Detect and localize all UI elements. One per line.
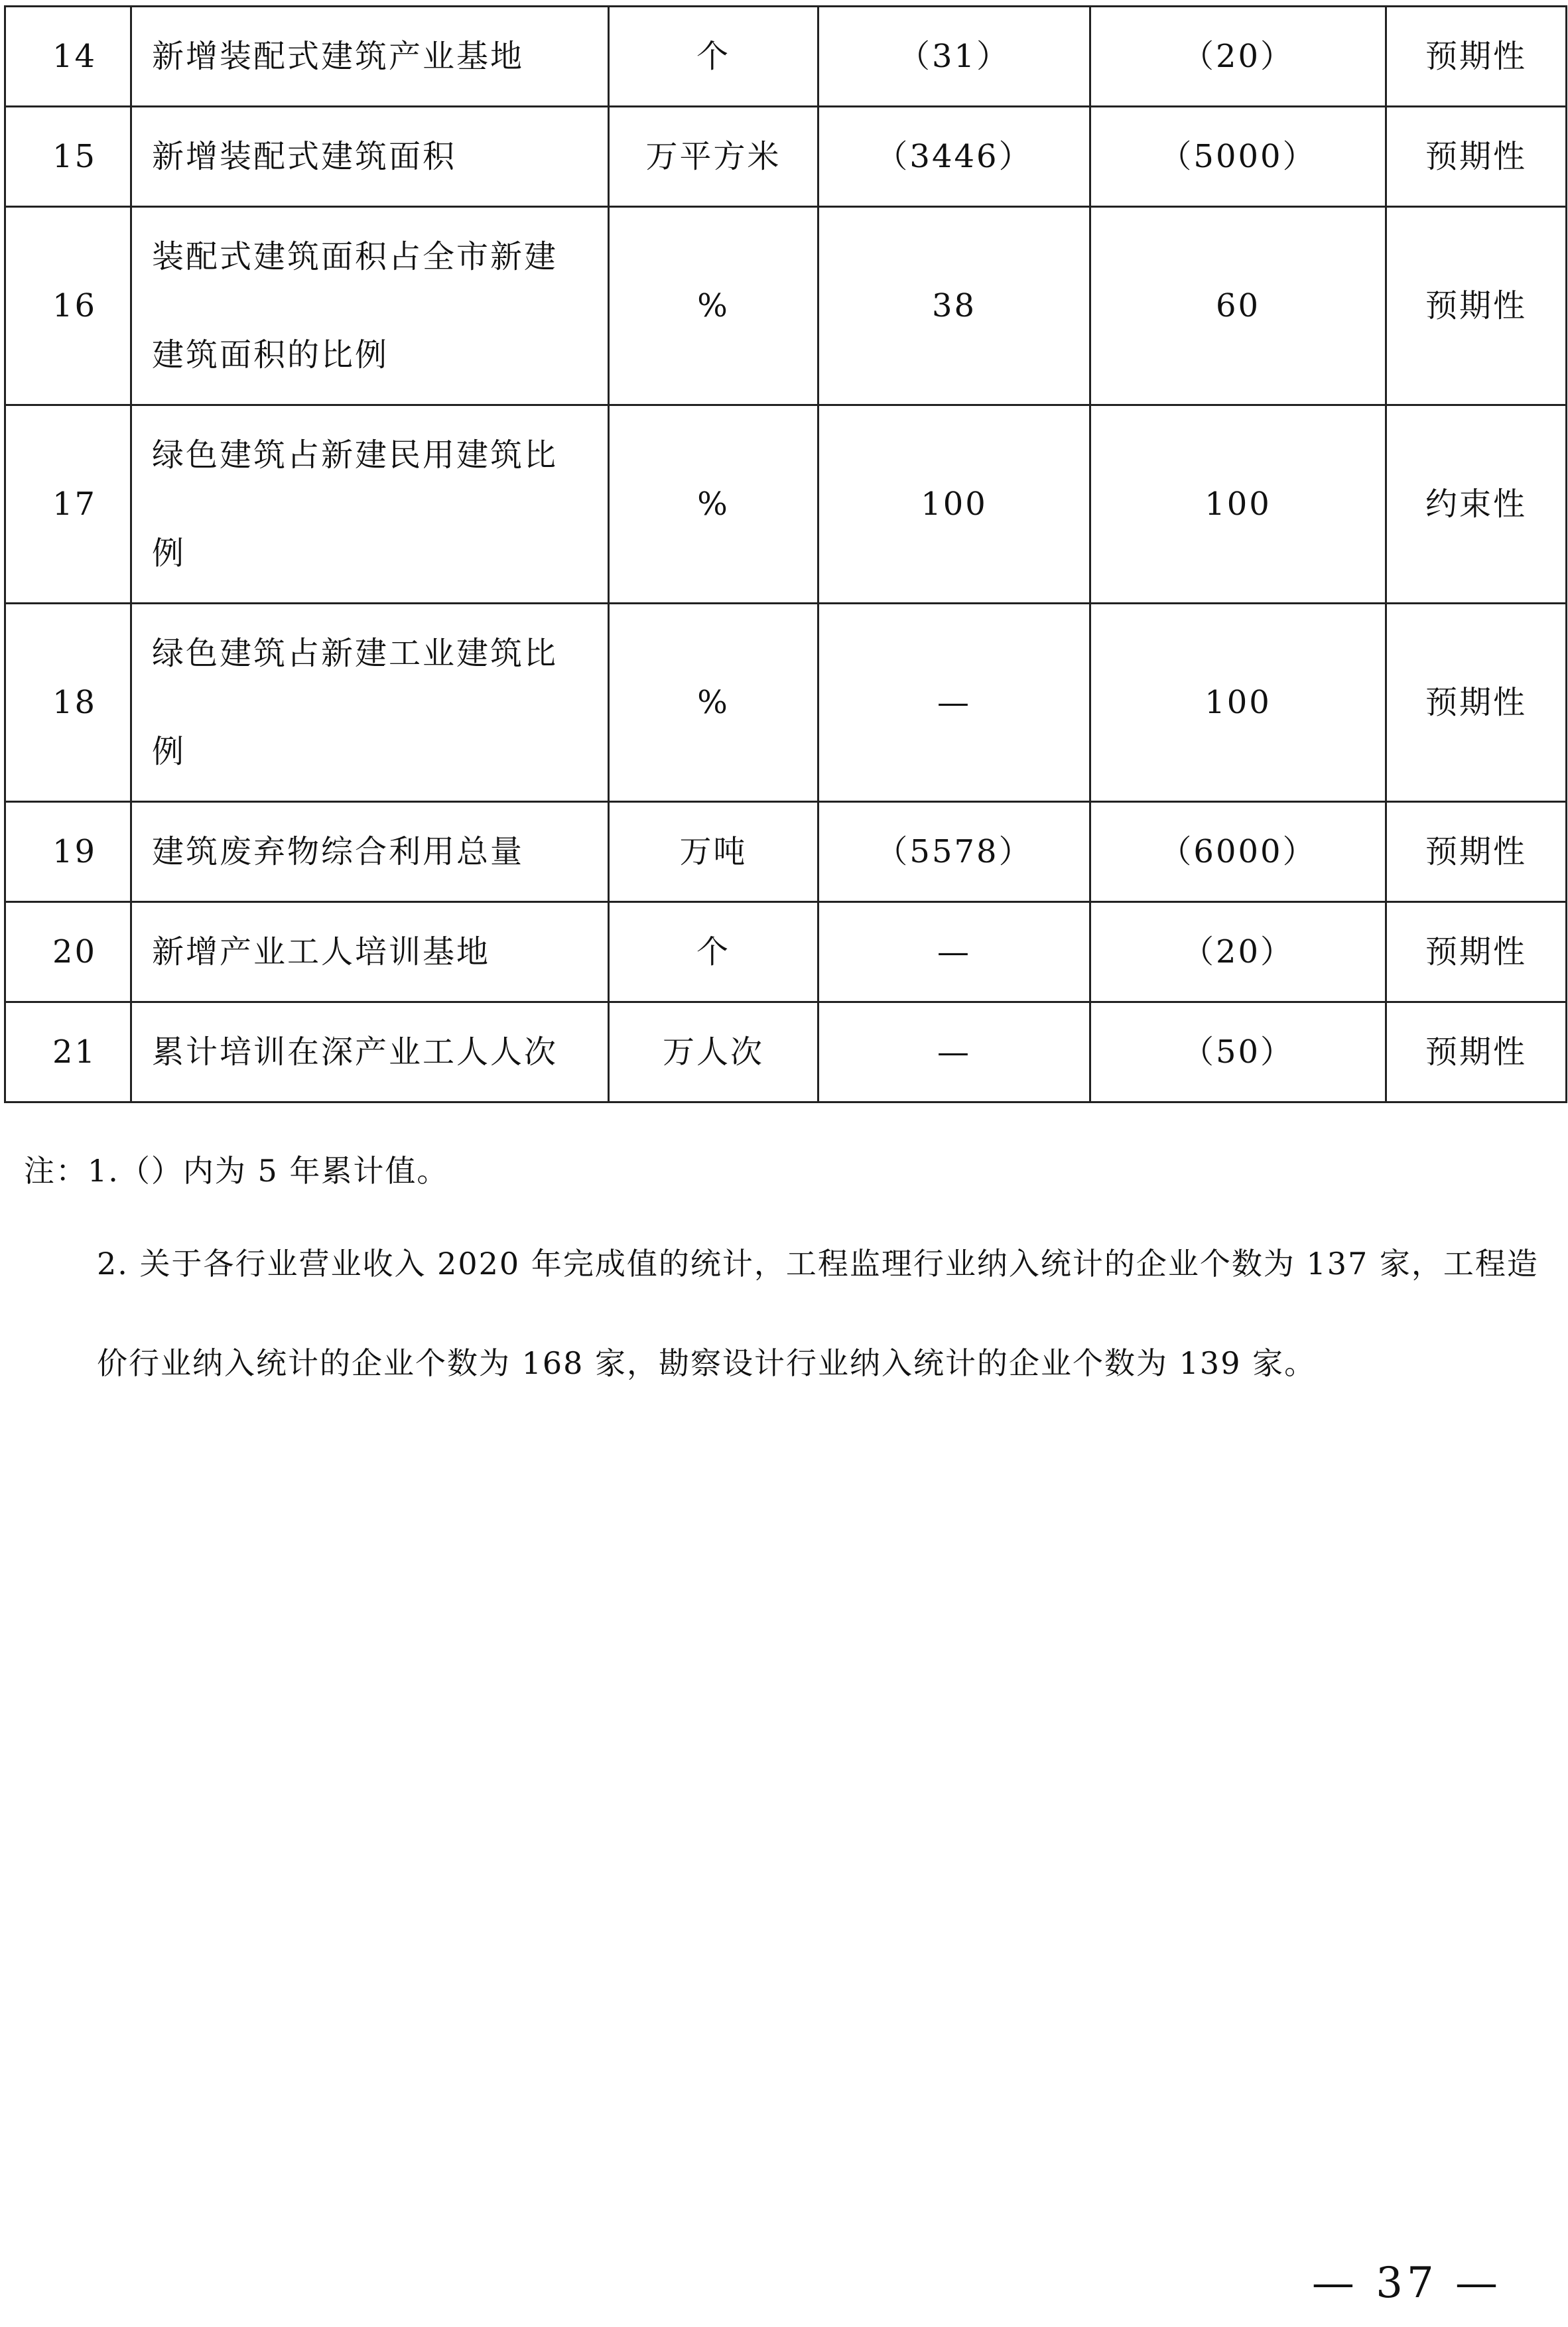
indicator-type: 预期性	[1386, 7, 1567, 107]
value-2025: （20）	[1090, 7, 1386, 107]
value-2020: （31）	[818, 7, 1090, 107]
row-number: 14	[5, 7, 131, 107]
indicators-table	[4, 5, 1567, 1103]
value-2025: （20）	[1090, 902, 1386, 1002]
row-number: 19	[5, 802, 131, 902]
indicator-type: 约束性	[1386, 405, 1567, 604]
value-2020: —	[818, 902, 1090, 1002]
indicator-unit: 个	[609, 7, 818, 107]
indicator-unit: %	[609, 405, 818, 604]
value-2020: 38	[818, 207, 1090, 405]
value-2020: （5578）	[818, 802, 1090, 902]
indicator-name: 新增产业工人培训基地	[131, 902, 609, 1002]
value-2025: 60	[1090, 207, 1386, 405]
indicator-type: 预期性	[1386, 1002, 1567, 1102]
value-2020: 100	[818, 405, 1090, 604]
value-2025: 100	[1090, 604, 1386, 802]
row-number: 20	[5, 902, 131, 1002]
indicator-name: 新增装配式建筑面积	[131, 107, 609, 207]
indicator-unit: %	[609, 207, 818, 405]
indicator-name: 装配式建筑面积占全市新建建筑面积的比例	[131, 207, 609, 405]
table-row	[5, 802, 1567, 902]
table-row	[5, 405, 1567, 604]
row-number: 16	[5, 207, 131, 405]
indicator-type: 预期性	[1386, 207, 1567, 405]
indicator-unit: 万吨	[609, 802, 818, 902]
indicator-unit: 万平方米	[609, 107, 818, 207]
note-2	[24, 1214, 1563, 1413]
table-row	[5, 7, 1567, 107]
indicator-type: 预期性	[1386, 604, 1567, 802]
indicator-unit: 万人次	[609, 1002, 818, 1102]
row-number: 17	[5, 405, 131, 604]
table-row	[5, 604, 1567, 802]
page-number: — 37 —	[1311, 2259, 1502, 2308]
value-2020: —	[818, 604, 1090, 802]
value-2025: （5000）	[1090, 107, 1386, 207]
indicator-type: 预期性	[1386, 802, 1567, 902]
indicator-name: 绿色建筑占新建民用建筑比例	[131, 405, 609, 604]
indicator-name: 累计培训在深产业工人人次	[131, 1002, 609, 1102]
table-row	[5, 107, 1567, 207]
value-2020: （3446）	[818, 107, 1090, 207]
note-2-line-1: 2. 关于各行业营业收入 2020 年完成值的统计，工程监理行业纳入统计的企业个数为 137 家，工程造	[97, 1246, 1539, 1282]
value-2025: （50）	[1090, 1002, 1386, 1102]
row-number: 15	[5, 107, 131, 207]
table-notes	[24, 1128, 1563, 1413]
indicator-name: 绿色建筑占新建工业建筑比例	[131, 604, 609, 802]
value-2025: 100	[1090, 405, 1386, 604]
indicator-type: 预期性	[1386, 107, 1567, 207]
value-2020: —	[818, 1002, 1090, 1102]
indicator-name: 建筑废弃物综合利用总量	[131, 802, 609, 902]
indicator-unit: %	[609, 604, 818, 802]
value-2025: （6000）	[1090, 802, 1386, 902]
indicator-unit: 个	[609, 902, 818, 1002]
note-1: 注：1.（）内为 5 年累计值。	[24, 1153, 449, 1189]
row-number: 21	[5, 1002, 131, 1102]
indicator-name: 新增装配式建筑产业基地	[131, 7, 609, 107]
table-row	[5, 207, 1567, 405]
indicator-type: 预期性	[1386, 902, 1567, 1002]
note-2-line-2: 价行业纳入统计的企业个数为 168 家，勘察设计行业纳入统计的企业个数为 139 家。	[97, 1345, 1317, 1381]
table-row	[5, 902, 1567, 1002]
row-number: 18	[5, 604, 131, 802]
table-row	[5, 1002, 1567, 1102]
